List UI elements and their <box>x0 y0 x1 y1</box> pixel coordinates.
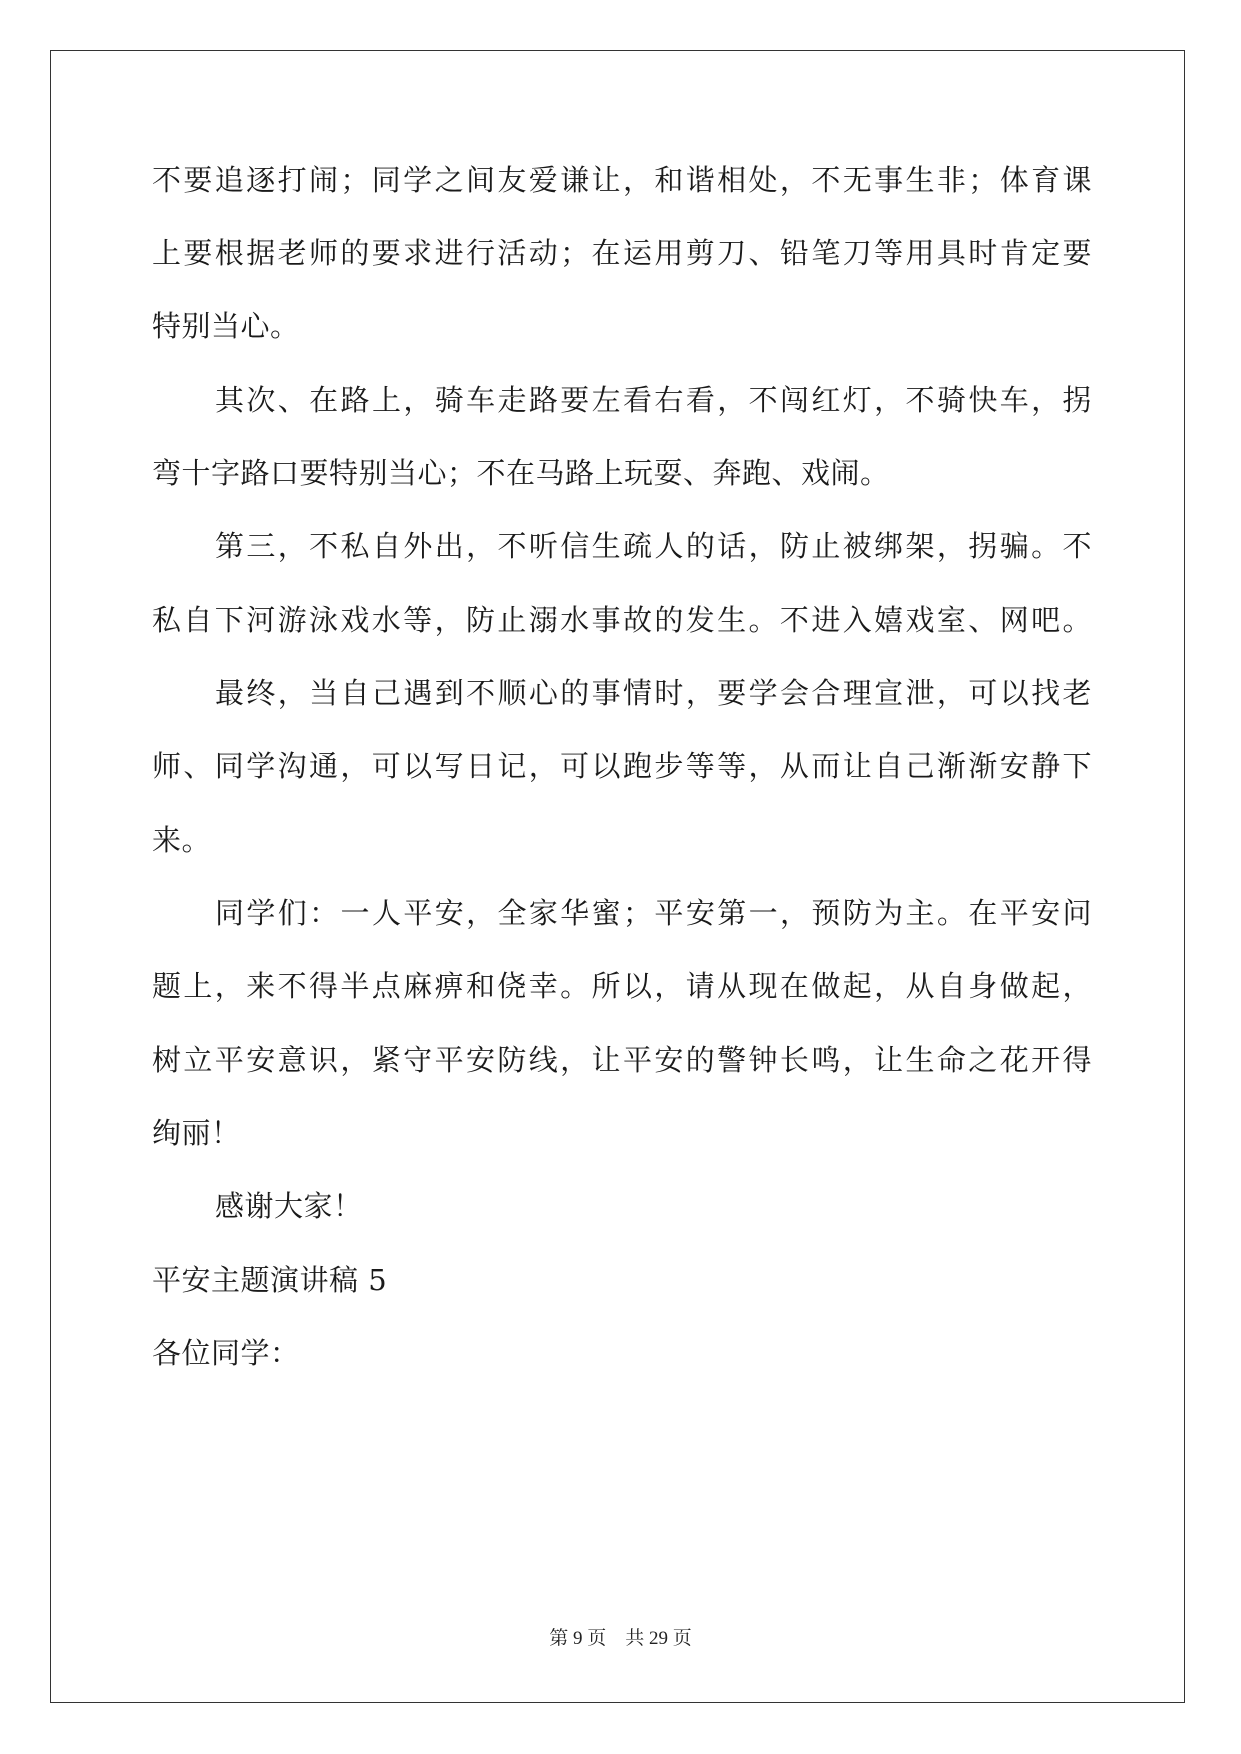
text-line: 私自下河游泳戏水等，防止溺水事故的发生。不进入嬉戏室、网吧。 <box>152 603 1092 637</box>
text-line: 其次、在路上，骑车走路要左看右看，不闯红灯，不骑快车，拐 <box>215 383 1092 417</box>
text-line: 树立平安意识，紧守平安防线，让平安的警钟长鸣，让生命之花开得 <box>152 1043 1092 1077</box>
text-line: 感谢大家！ <box>215 1189 363 1223</box>
text-line: 来。 <box>152 823 212 857</box>
section-heading: 平安主题演讲稿 5 <box>152 1263 388 1297</box>
text-line: 题上，来不得半点麻痹和侥幸。所以，请从现在做起，从自身做起， <box>152 969 1092 1003</box>
text-line: 师、同学沟通，可以写日记，可以跑步等等，从而让自己渐渐安静下 <box>152 749 1092 783</box>
text-line: 上要根据老师的要求进行活动；在运用剪刀、铅笔刀等用具时肯定要 <box>152 236 1092 270</box>
text-line: 弯十字路口要特别当心；不在马路上玩耍、奔跑、戏闹。 <box>152 456 890 490</box>
text-line: 最终，当自己遇到不顺心的事情时，要学会合理宣泄，可以找老 <box>215 676 1092 710</box>
page-footer: 第 9 页 共 29 页 <box>549 1628 692 1649</box>
text-line: 特别当心。 <box>152 309 300 343</box>
page-border <box>50 50 1185 1703</box>
text-line: 不要追逐打闹；同学之间友爱谦让，和谐相处，不无事生非；体育课 <box>152 163 1092 197</box>
text-line: 同学们：一人平安，全家华蜜；平安第一，预防为主。在平安问 <box>215 896 1092 930</box>
text-line: 第三，不私自外出，不听信生疏人的话，防止被绑架，拐骗。不 <box>215 529 1092 563</box>
salutation: 各位同学： <box>152 1336 300 1370</box>
text-line: 绚丽！ <box>152 1116 241 1150</box>
